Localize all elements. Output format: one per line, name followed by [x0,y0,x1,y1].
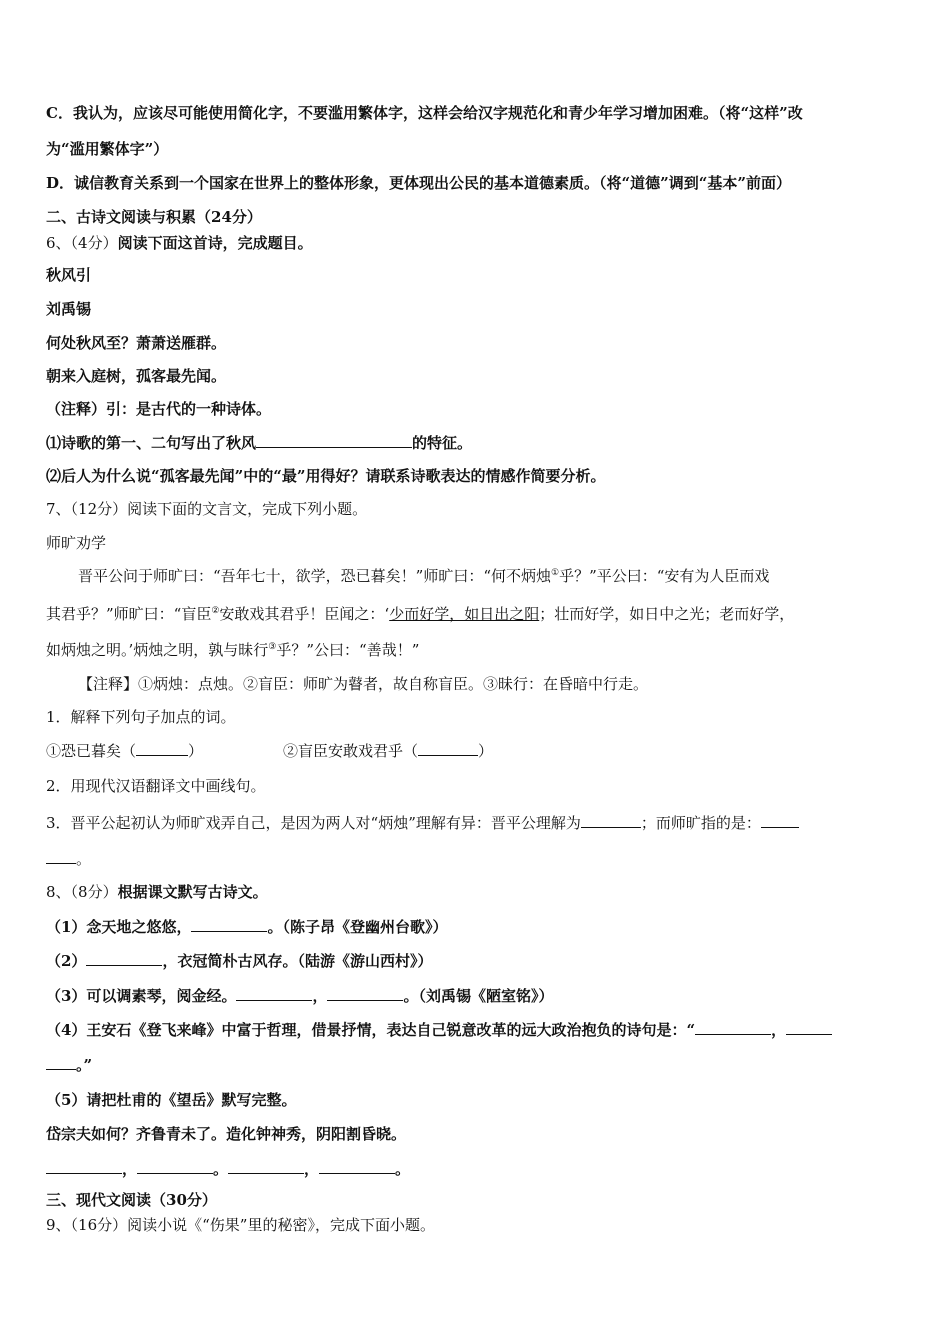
poem-q1-text: ⑴诗歌的第一、二句写出了秋风 [46,434,257,452]
passage-text: 乎？”平公曰：“安有为人臣而戏 [559,567,770,585]
item-1: ①恐已暮矣（ [46,742,137,760]
answer-blank[interactable] [695,1019,771,1035]
punct: ， [304,1160,320,1178]
q8-item-5-blanks [46,1158,904,1179]
item-1-end: ） [188,742,204,760]
answer-blank[interactable] [786,1019,832,1035]
item-2: ②盲臣安敢戏君乎（ [283,742,419,760]
item-text: 。” [76,1056,93,1074]
q6-text: 阅读下面这首诗，完成题目。 [117,234,313,252]
answer-blank[interactable] [581,812,641,828]
item-text: （2） [46,952,87,970]
option-c-line-2: 为“滥用繁体字”） [46,140,169,158]
poem-note: （注释）引：是古代的一种诗体。 [46,400,272,418]
q9-text: 阅读小说《“伤果”里的秘密》，完成下面小题。 [127,1216,435,1234]
item-text: （1）念天地之悠悠， [46,918,192,936]
section-3-title: 三、现代文阅读（30分） [46,1191,217,1209]
passage-title: 师旷劝学 [46,534,107,552]
question-9 [46,1215,904,1235]
q8-number: 8、（8分） [46,883,118,901]
answer-blank[interactable] [191,916,267,932]
answer-blank[interactable] [319,1158,395,1174]
footnote-marker: ① [551,568,560,578]
item-text: 。（陈子昂《登幽州台歌》） [267,918,448,936]
passage-text: 如炳烛之明。’炳烛之明，孰与昧行 [46,641,269,659]
passage-text: 晋平公问于师旷曰：“吾年七十，欲学，恐已暮矣！”师旷曰：“何不炳烛 [78,567,552,585]
q9-number: 9、（16分） [46,1216,128,1234]
q8-item-4-cont [46,1054,904,1075]
poem-question-2: ⑵后人为什么说“孤客最先闻”中的“最”用得好？请联系诗歌表达的情感作简要分析。 [46,467,606,485]
poem-q1-suffix: 的特征。 [412,434,473,452]
answer-blank[interactable] [46,848,76,864]
q8-item-5-poem: 岱宗夫如何？齐鲁青未了。造化钟神秀，阴阳割昏晓。 [46,1125,407,1143]
passage-line-2 [46,604,904,624]
sub-question-3 [46,812,904,833]
q8-item-5: （5）请把杜甫的《望岳》默写完整。 [46,1091,297,1109]
question-6 [46,233,904,253]
sub-question-1: 1．解释下列句子加点的词。 [46,708,236,726]
answer-blank[interactable] [137,1158,213,1174]
sub-q3-end: 。 [76,850,92,868]
q6-number: 6、（4分） [46,234,118,252]
poem-question-1 [46,432,904,453]
item-text: ，衣冠简朴古风存。（陆游《游山西村》） [162,952,433,970]
passage-text: 其君乎？”师旷曰：“盲臣 [46,605,212,623]
q7-number: 7、（12分） [46,500,128,518]
sub-question-1-items [46,740,904,761]
punct: ， [122,1160,138,1178]
sub-question-3-cont [46,848,904,869]
answer-blank[interactable] [86,950,162,966]
underlined-sentence: 少而好学，如日出之阳 [389,605,540,623]
footnote-marker: ③ [268,642,277,652]
answer-blank[interactable] [236,985,312,1001]
item-text: ， [771,1021,787,1039]
sub-q3-text: ；而师旷指的是： [640,814,761,832]
footnote-marker: ② [211,606,220,616]
punct: 。 [213,1160,229,1178]
option-c-line-1: C．我认为，应该尽可能使用简化字，不要滥用繁体字，这样会给汉字规范化和青少年学习增加困难。（将“这样”改 [46,104,803,122]
passage-text: 安敢戏其君乎！臣闻之：‘ [219,605,390,623]
q8-item-4 [46,1019,904,1040]
answer-blank[interactable] [136,740,188,756]
q8-item-1 [46,916,904,937]
answer-blank[interactable] [46,1158,122,1174]
passage-line-1 [78,566,904,586]
passage-note: 【注释】①炳烛：点烛。②盲臣：师旷为瞽者，故自称盲臣。③昧行：在昏暗中行走。 [78,675,649,693]
poem-line-2: 朝来入庭树，孤客最先闻。 [46,367,227,385]
q8-text: 根据课文默写古诗文。 [117,883,268,901]
q8-item-3 [46,985,904,1006]
option-d: D．诚信教育关系到一个国家在世界上的整体形象，更体现出公民的基本道德素质。（将“道德”调到“基本”前面） [46,174,792,192]
poem-line-1: 何处秋风至？萧萧送雁群。 [46,334,227,352]
passage-line-3 [46,640,904,660]
poem-author: 刘禹锡 [46,300,92,318]
item-2-end: ） [478,742,494,760]
answer-blank[interactable] [256,432,412,448]
item-text: （3）可以调素琴，阅金经。 [46,987,237,1005]
answer-blank[interactable] [418,740,478,756]
poem-title: 秋风引 [46,266,92,284]
section-2-title: 二、古诗文阅读与积累（24分） [46,208,262,226]
answer-blank[interactable] [228,1158,304,1174]
question-8 [46,882,904,902]
passage-text: ；壮而好学，如日中之光；老而好学， [539,605,795,623]
sub-q3-text: 3．晋平公起初认为师旷戏弄自己，是因为两人对“炳烛”理解有异：晋平公理解为 [46,814,581,832]
answer-blank[interactable] [327,985,403,1001]
q7-text: 阅读下面的文言文，完成下列小题。 [127,500,368,518]
sub-question-2: 2．用现代汉语翻译文中画线句。 [46,777,266,795]
item-text: 。（刘禹锡《陋室铭》） [403,987,554,1005]
punct: 。 [395,1160,411,1178]
item-text: （4）王安石《登飞来峰》中富于哲理，借景抒情，表达自己锐意改革的远大政治抱负的诗句是：“ [46,1021,696,1039]
q8-item-2 [46,950,904,971]
answer-blank[interactable] [46,1054,76,1070]
question-7 [46,499,904,519]
item-text: ， [312,987,328,1005]
passage-text: 乎？”公曰：“善哉！” [276,641,420,659]
answer-blank[interactable] [761,812,799,828]
